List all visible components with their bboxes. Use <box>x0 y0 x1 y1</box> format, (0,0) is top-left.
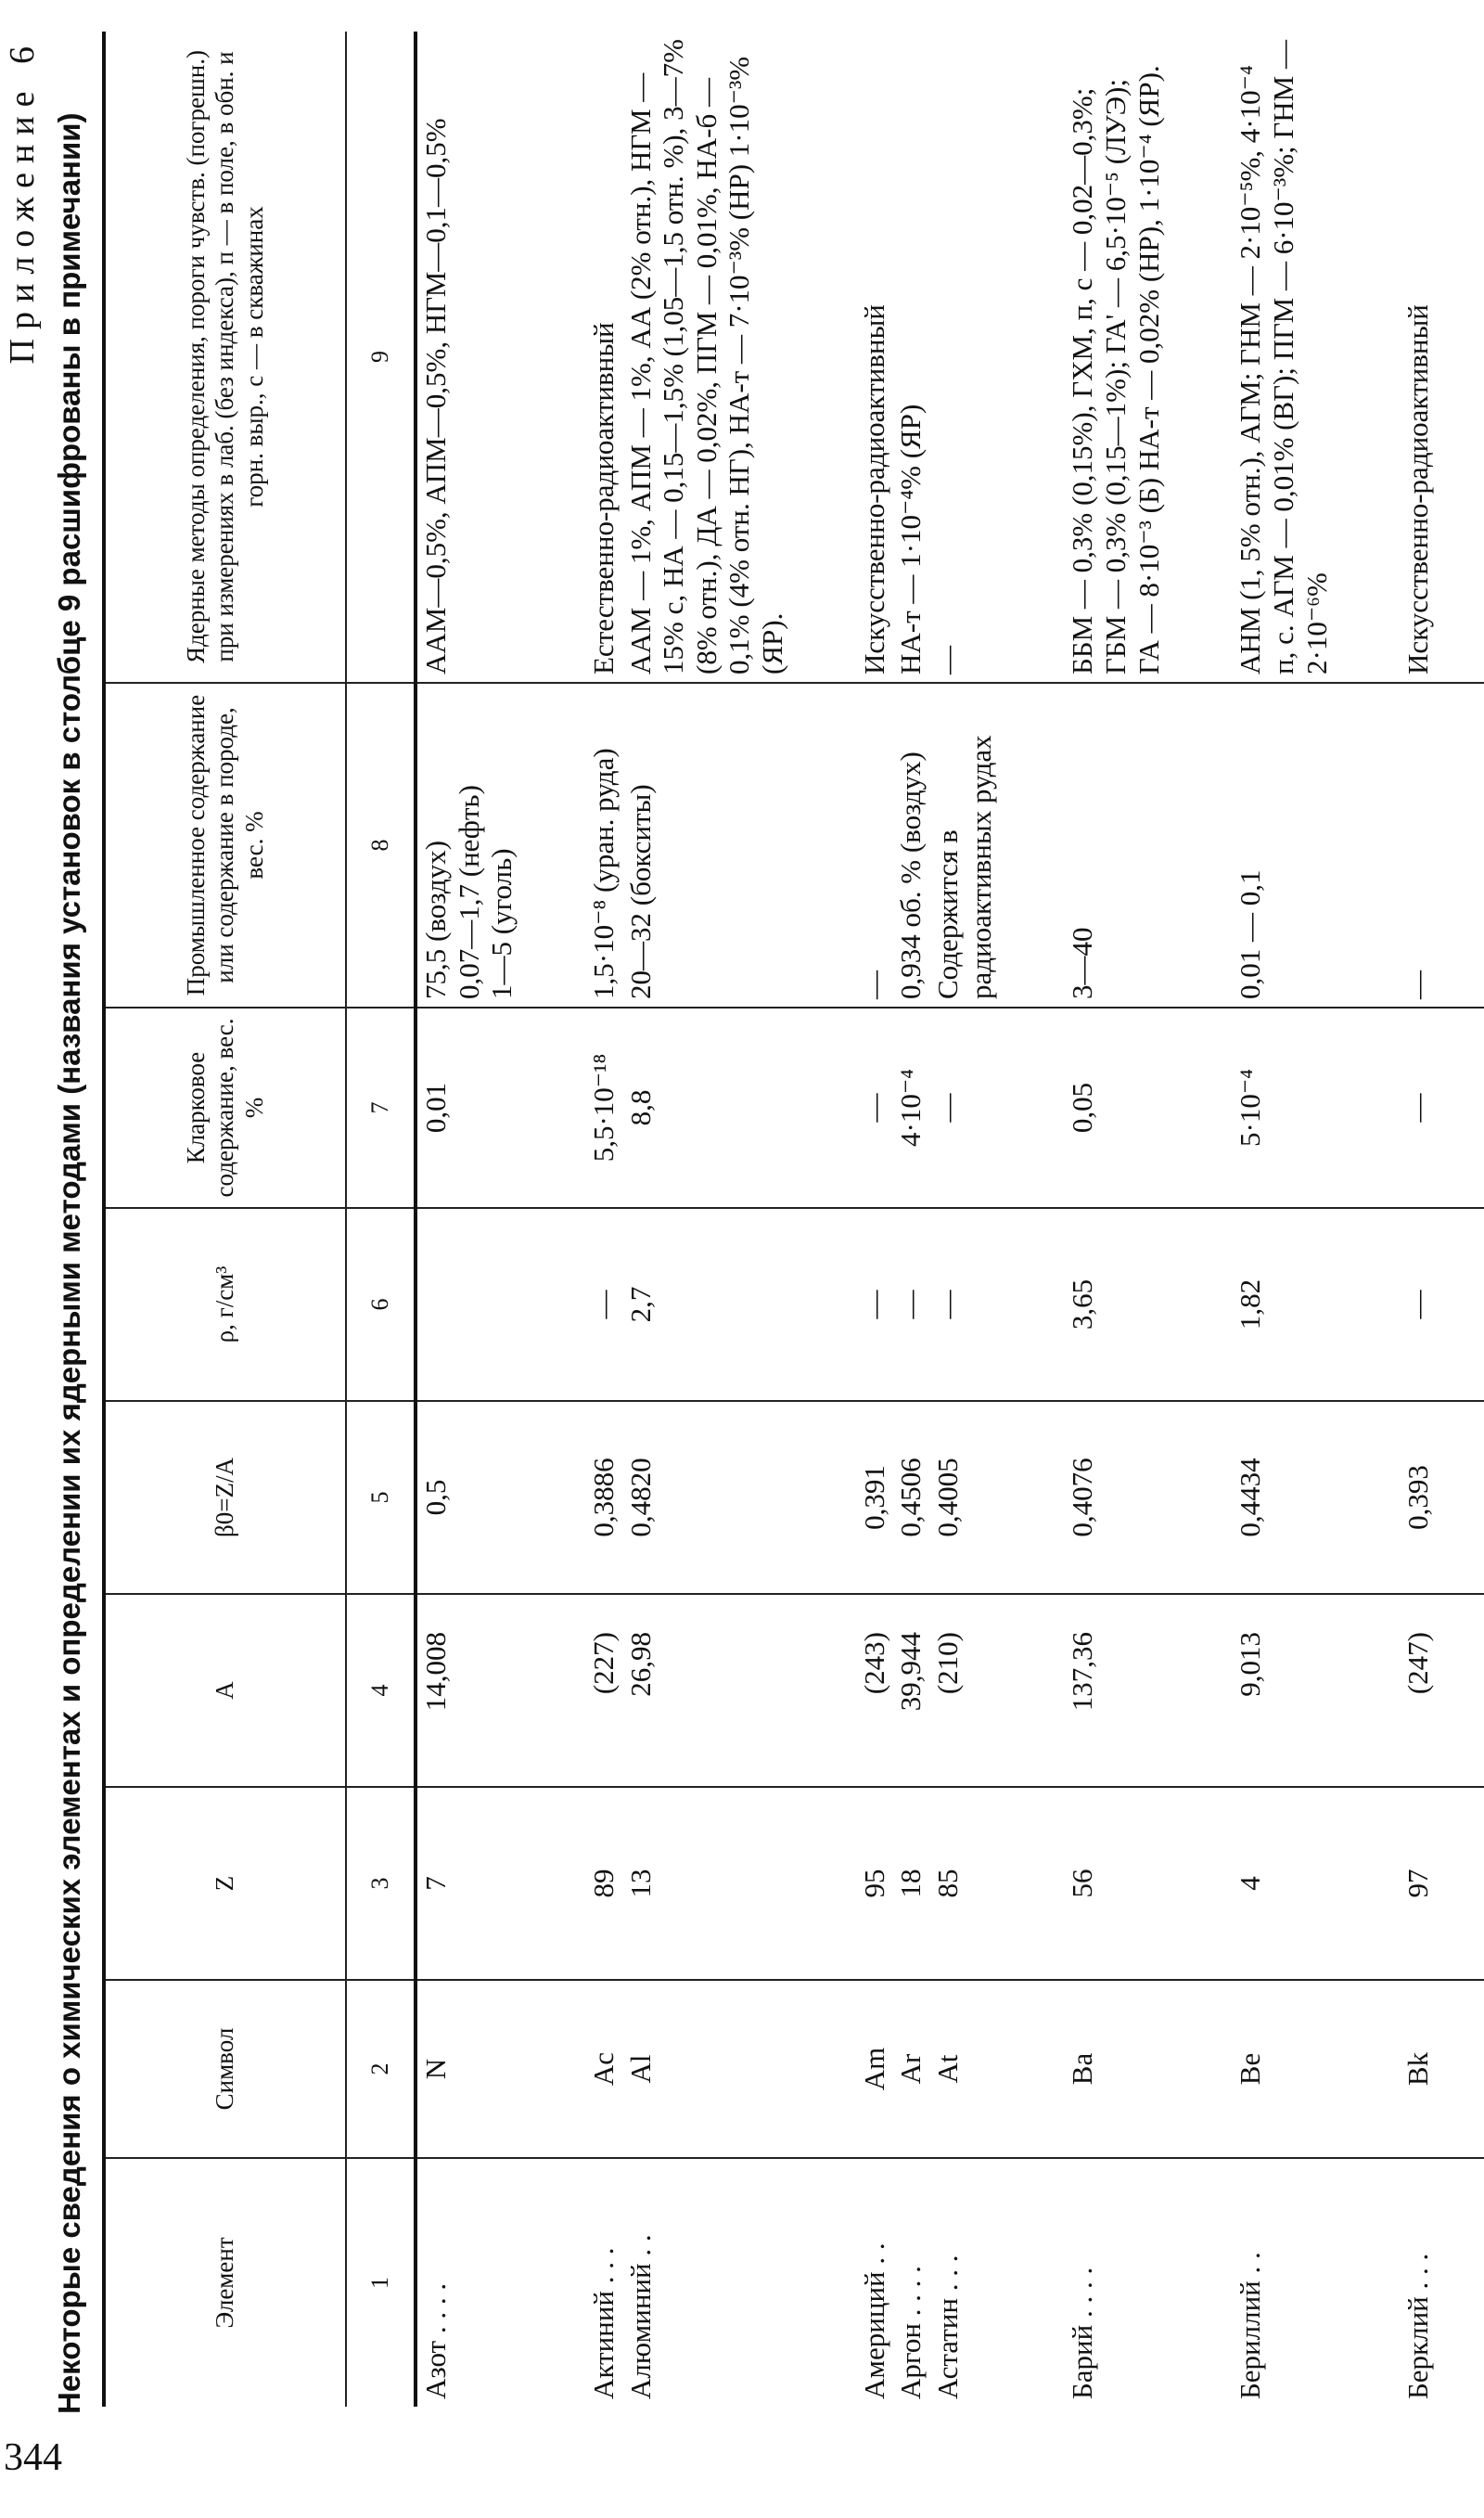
column-number: 1 <box>346 2158 416 2407</box>
spacer-cell <box>520 1208 585 1401</box>
table-row <box>622 32 791 2407</box>
z-over-a: 0,3886 <box>585 1401 622 1594</box>
row-spacer <box>999 32 1064 2407</box>
atomic-mass: 137,36 <box>1064 1594 1167 1787</box>
z-over-a: 0,393 <box>1400 1401 1484 1594</box>
row-spacer <box>1335 32 1400 2407</box>
spacer-cell <box>520 1008 585 1208</box>
header-content: Промышленное содержание или содержание в породе, вес. % <box>104 683 346 1008</box>
spacer-cell <box>1335 1594 1400 1787</box>
spacer-cell <box>1167 1401 1232 1594</box>
column-number: 3 <box>346 1787 416 1980</box>
spacer-cell <box>791 1980 856 2158</box>
table-row <box>1064 32 1167 2407</box>
spacer-cell <box>999 1980 1064 2158</box>
industrial-content: 3—40 <box>1064 683 1167 1008</box>
z-over-a: 0,5 <box>416 1401 520 1594</box>
row-spacer <box>1167 32 1232 2407</box>
atomic-number: 89 <box>585 1787 622 1980</box>
element-name: Азот . . . . <box>419 2282 452 2399</box>
z-over-a: 0,4434 <box>1232 1401 1335 1594</box>
clarke-content: 0,01 <box>416 1008 520 1208</box>
clarke-content: — <box>929 1008 999 1208</box>
appendix-label: Приложение 6 <box>3 37 42 365</box>
header-a: A <box>104 1594 346 1787</box>
table-row <box>585 32 622 2407</box>
atomic-number: 13 <box>622 1787 791 1980</box>
header-methods: Ядерные методы определения, пороги чувств. (погрешн.) при измерениях в лаб. (без индекса), п — в поле, в обн. и горн. выр., с — в скважинах <box>104 32 346 683</box>
nuclear-methods: ААМ — 1%, АПМ — 1%, АА (2% отн.), НГМ — 15% с, НА — 0,15—1,5% (1,05—1,5 отн. %), 3—7% (8% отн.), ДА — 0,02%, ПГМ — 0,01%, НА-б — 0,1% (4% отн. НГ), НА-т — 7·10⁻³% (НР) 1·10⁻³% (ЯР). <box>622 32 791 683</box>
spacer-cell <box>791 1594 856 1787</box>
spacer-cell <box>1167 1594 1232 1787</box>
atomic-number: 7 <box>416 1787 520 1980</box>
spacer-cell <box>1335 1787 1400 1980</box>
spacer-cell <box>791 1787 856 1980</box>
column-number: 8 <box>346 683 416 1008</box>
spacer-cell <box>999 683 1064 1008</box>
clarke-content: 8,8 <box>622 1008 791 1208</box>
nuclear-methods: Естественно-радиоактивный <box>585 32 622 683</box>
industrial-content: 20—32 (бокситы) <box>622 683 791 1008</box>
nuclear-methods: АНМ (1, 5% отн.), АГМ; ГНМ — 2·10⁻⁵%, 4·10⁻⁴ п, с. АГМ — 0,01% (ВГ); ПГМ — 6·10⁻³%; ГНМ — 2·10⁻⁶% <box>1232 32 1335 683</box>
header-clarke: Кларковое содержание, вес. % <box>104 1008 346 1208</box>
industrial-content: 1,5·10⁻⁸ (уран. руда) <box>585 683 622 1008</box>
header-density: ρ, г/см³ <box>104 1208 346 1401</box>
clarke-content: 5·10⁻⁴ <box>1232 1008 1335 1208</box>
atomic-mass: (210) <box>929 1594 999 1787</box>
element-symbol: N <box>416 1980 520 2158</box>
atomic-mass: 9,013 <box>1232 1594 1335 1787</box>
density: 1,82 <box>1232 1208 1335 1401</box>
spacer-cell <box>1335 2158 1400 2407</box>
element-symbol: Be <box>1232 1980 1335 2158</box>
spacer-cell <box>999 1208 1064 1401</box>
atomic-number: 4 <box>1232 1787 1335 1980</box>
spacer-cell <box>1335 1008 1400 1208</box>
spacer-cell <box>1167 1008 1232 1208</box>
spacer-cell <box>1167 32 1232 683</box>
industrial-content: 0,934 об. % (воздух) <box>892 683 929 1008</box>
spacer-cell <box>791 32 856 683</box>
spacer-cell <box>999 1787 1064 1980</box>
table-row <box>416 32 520 2407</box>
z-over-a: 0,4005 <box>929 1401 999 1594</box>
spacer-cell <box>999 1008 1064 1208</box>
z-over-a: 0,4506 <box>892 1401 929 1594</box>
column-number: 7 <box>346 1008 416 1208</box>
spacer-cell <box>1167 2158 1232 2407</box>
density: 3,65 <box>1064 1208 1167 1401</box>
column-number-row <box>346 32 416 2407</box>
element-symbol: Al <box>622 1980 791 2158</box>
nuclear-methods: НА-т — 1·10⁻⁴% (ЯР) <box>892 32 929 683</box>
atomic-number: 97 <box>1400 1787 1484 1980</box>
column-number: 5 <box>346 1401 416 1594</box>
table-row <box>929 32 999 2407</box>
z-over-a: 0,391 <box>856 1401 893 1594</box>
atomic-mass: 39,944 <box>892 1594 929 1787</box>
clarke-content: — <box>1400 1008 1484 1208</box>
element-name: Берклий . . . <box>1400 2158 1484 2407</box>
column-number: 9 <box>346 32 416 683</box>
header-row <box>104 32 346 2407</box>
spacer-cell <box>999 32 1064 683</box>
nuclear-methods: ААМ—0,5%, АПМ—0,5%, НГМ—0,1—0,5% <box>416 32 520 683</box>
density: — <box>892 1208 929 1401</box>
table-row <box>1400 32 1484 2407</box>
z-over-a: 0,4076 <box>1064 1401 1167 1594</box>
element-name: Астатин . . . <box>931 2255 965 2399</box>
table-row <box>892 32 929 2407</box>
element-symbol: Ar <box>892 1980 929 2158</box>
table-row <box>1232 32 1335 2407</box>
column-number: 6 <box>346 1208 416 1401</box>
nuclear-methods: — <box>929 32 999 683</box>
industrial-content: — <box>1400 683 1484 1008</box>
spacer-cell <box>1335 1401 1400 1594</box>
element-name: Актиний . . . <box>586 2247 620 2399</box>
header-z: Z <box>104 1787 346 1980</box>
spacer-cell <box>1167 1980 1232 2158</box>
atomic-number: 95 <box>856 1787 893 1980</box>
element-symbol: Am <box>856 1980 893 2158</box>
header-element: Элемент <box>104 2158 346 2407</box>
table-row <box>856 32 893 2407</box>
spacer-cell <box>999 2158 1064 2407</box>
column-number: 2 <box>346 1980 416 2158</box>
spacer-cell <box>520 32 585 683</box>
spacer-cell <box>520 1401 585 1594</box>
element-name: Америций . . <box>857 2242 890 2399</box>
clarke-content: 5,5·10⁻¹⁸ <box>585 1008 622 1208</box>
column-number: 4 <box>346 1594 416 1787</box>
spacer-cell <box>1335 1208 1400 1401</box>
element-symbol: Ba <box>1064 1980 1167 2158</box>
row-spacer <box>520 32 585 2407</box>
element-symbol: Bk <box>1400 1980 1484 2158</box>
atomic-mass: (247) <box>1400 1594 1484 1787</box>
row-spacer <box>791 32 856 2407</box>
element-symbol: Ac <box>585 1980 622 2158</box>
industrial-content: — <box>856 683 893 1008</box>
spacer-cell <box>791 683 856 1008</box>
spacer-cell <box>520 2158 585 2407</box>
atomic-mass: 26,98 <box>622 1594 791 1787</box>
elements-table <box>102 32 1484 2407</box>
nuclear-methods: ББМ — 0,3% (0,15%), ГХМ, п, с — 0,02—0,3%; ГБМ — 0,3% (0,15—1%); ГА' — 6,5·10⁻⁵ (ЛУЭ); ГА — 8·10⁻³ (Б) НА-т — 0,02% (НР), 1·10⁻⁴ (ЯР). <box>1064 32 1167 683</box>
spacer-cell <box>999 1401 1064 1594</box>
density: — <box>856 1208 893 1401</box>
spacer-cell <box>1167 683 1232 1008</box>
clarke-content: — <box>856 1008 893 1208</box>
clarke-content: 0,05 <box>1064 1008 1167 1208</box>
header-beta: β0=Z/A <box>104 1401 346 1594</box>
industrial-content: 0,01 — 0,1 <box>1232 683 1335 1008</box>
table-title: Некоторые сведения о химических элементах и определении их ядерными методами (названия установок в столбце 9 расшифрованы в примечании) <box>52 112 86 2414</box>
spacer-cell <box>791 1208 856 1401</box>
atomic-number: 85 <box>929 1787 999 1980</box>
atomic-mass: (243) <box>856 1594 893 1787</box>
element-name: Бериллий . . <box>1234 2252 1267 2399</box>
element-name: Алюминий . . <box>623 2234 657 2399</box>
atomic-mass: 14,008 <box>416 1594 520 1787</box>
spacer-cell <box>1335 32 1400 683</box>
industrial-content: Содержится в радиоактивных рудах <box>929 683 999 1008</box>
atomic-number: 56 <box>1064 1787 1167 1980</box>
atomic-mass: (227) <box>585 1594 622 1787</box>
nuclear-methods: Искусственно-радиоактивный <box>856 32 893 683</box>
spacer-cell <box>520 1594 585 1787</box>
element-name: Аргон . . . . <box>894 2266 928 2399</box>
spacer-cell <box>1335 683 1400 1008</box>
atomic-number: 18 <box>892 1787 929 1980</box>
table-body <box>416 32 1484 2407</box>
z-over-a: 0,4820 <box>622 1401 791 1594</box>
density <box>416 1208 520 1401</box>
clarke-content: 4·10⁻⁴ <box>892 1008 929 1208</box>
nuclear-methods: Искусственно-радиоактивный <box>1400 32 1484 683</box>
density: 2,7 <box>622 1208 791 1401</box>
industrial-content: 75,5 (воздух) 0,07—1,7 (нефть) 1—5 (уголь) <box>416 683 520 1008</box>
spacer-cell <box>520 1980 585 2158</box>
spacer-cell <box>520 1787 585 1980</box>
spacer-cell <box>791 1008 856 1208</box>
element-name: Барий . . . . <box>1066 2267 1099 2399</box>
element-symbol: At <box>929 1980 999 2158</box>
density: — <box>585 1208 622 1401</box>
spacer-cell <box>520 683 585 1008</box>
density: — <box>1400 1208 1484 1401</box>
density: — <box>929 1208 999 1401</box>
spacer-cell <box>791 2158 856 2407</box>
header-symbol: Символ <box>104 1980 346 2158</box>
spacer-cell <box>999 1594 1064 1787</box>
page-number: 344 <box>4 2436 62 2479</box>
spacer-cell <box>1167 1208 1232 1401</box>
spacer-cell <box>1335 1980 1400 2158</box>
spacer-cell <box>791 1401 856 1594</box>
spacer-cell <box>1167 1787 1232 1980</box>
